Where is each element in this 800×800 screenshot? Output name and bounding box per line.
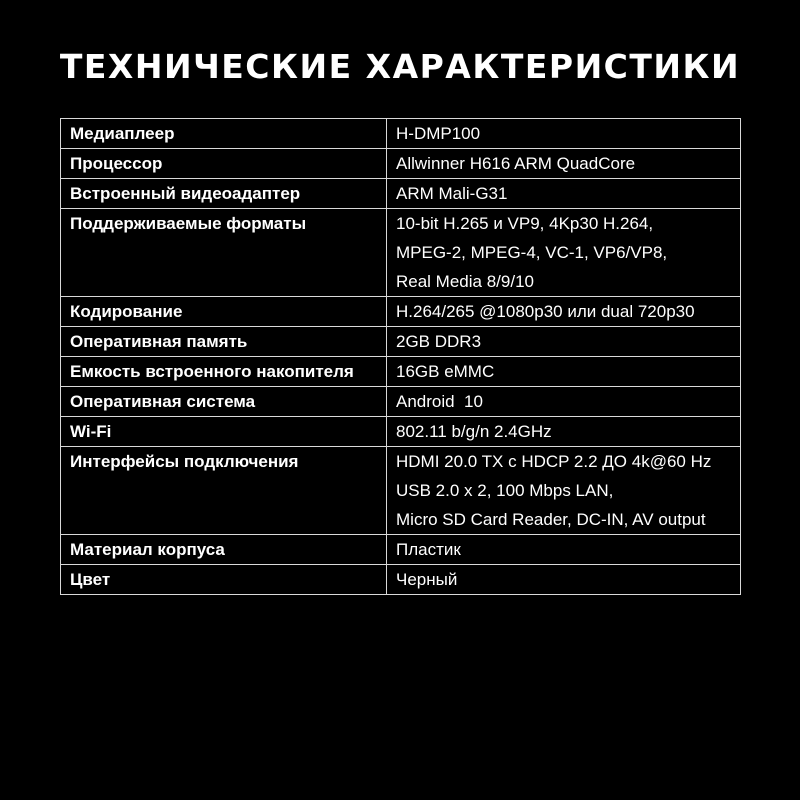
spec-value: [387, 387, 741, 417]
table-row: [61, 119, 741, 149]
spec-value: [387, 417, 741, 447]
spec-value-line: 802.11 b/g/n 2.4GHz: [396, 422, 552, 441]
table-row: [61, 447, 741, 535]
spec-label: Поддерживаемые форматы: [61, 209, 387, 297]
spec-value: [387, 565, 741, 595]
spec-value-line: Пластик: [396, 540, 461, 559]
spec-value-line: H-DMP100: [396, 124, 481, 143]
spec-value-line: Allwinner H616 ARM QuadCore: [396, 154, 636, 173]
spec-value-line: Micro SD Card Reader, DC-IN, AV output: [396, 510, 706, 529]
spec-value: [387, 327, 741, 357]
spec-value-line: HDMI 20.0 TX с HDCP 2.2 ДО 4k@60 Hz: [396, 452, 712, 471]
table-row: [61, 387, 741, 417]
spec-value: [387, 119, 741, 149]
spec-value: [387, 179, 741, 209]
table-row: [61, 357, 741, 387]
spec-value-line: 16GB eMMC: [396, 362, 495, 381]
spec-value: [387, 535, 741, 565]
spec-value: [387, 149, 741, 179]
spec-label: Процессор: [61, 149, 387, 179]
page-title: ТЕХНИЧЕСКИЕ ХАРАКТЕРИСТИКИ: [59, 47, 741, 86]
spec-value: [387, 447, 741, 535]
specs-table: [60, 118, 741, 595]
spec-value-line: 2GB DDR3: [396, 332, 482, 351]
spec-value: [387, 209, 741, 297]
spec-value-line: USB 2.0 x 2, 100 Mbps LAN,: [396, 481, 614, 500]
spec-label: Медиаплеер: [61, 119, 387, 149]
table-row: [61, 327, 741, 357]
spec-value-line: 10-bit H.265 и VP9, 4Kp30 H.264,: [396, 214, 654, 233]
spec-label: Материал корпуса: [61, 535, 387, 565]
table-row: [61, 565, 741, 595]
spec-value-line: Real Media 8/9/10: [396, 272, 534, 291]
table-row: [61, 297, 741, 327]
spec-label: Wi-Fi: [61, 417, 387, 447]
table-row: [61, 179, 741, 209]
spec-value-line: ARM Mali-G31: [396, 184, 508, 203]
spec-label: Встроенный видеоадаптер: [61, 179, 387, 209]
table-row: [61, 209, 741, 297]
spec-label: Оперативная система: [61, 387, 387, 417]
spec-value-line: Черный: [396, 570, 458, 589]
spec-value-line: MPEG-2, MPEG-4, VC-1, VP6/VP8,: [396, 243, 668, 262]
spec-label: Цвет: [61, 565, 387, 595]
table-row: [61, 149, 741, 179]
spec-value: [387, 297, 741, 327]
spec-label: Кодирование: [61, 297, 387, 327]
spec-value: [387, 357, 741, 387]
table-row: [61, 417, 741, 447]
spec-label: Емкость встроенного накопителя: [61, 357, 387, 387]
table-row: [61, 535, 741, 565]
spec-value-line: H.264/265 @1080p30 или dual 720p30: [396, 302, 695, 321]
spec-label: Оперативная память: [61, 327, 387, 357]
spec-value-line: Android 10: [396, 392, 483, 411]
spec-label: Интерфейсы подключения: [61, 447, 387, 535]
